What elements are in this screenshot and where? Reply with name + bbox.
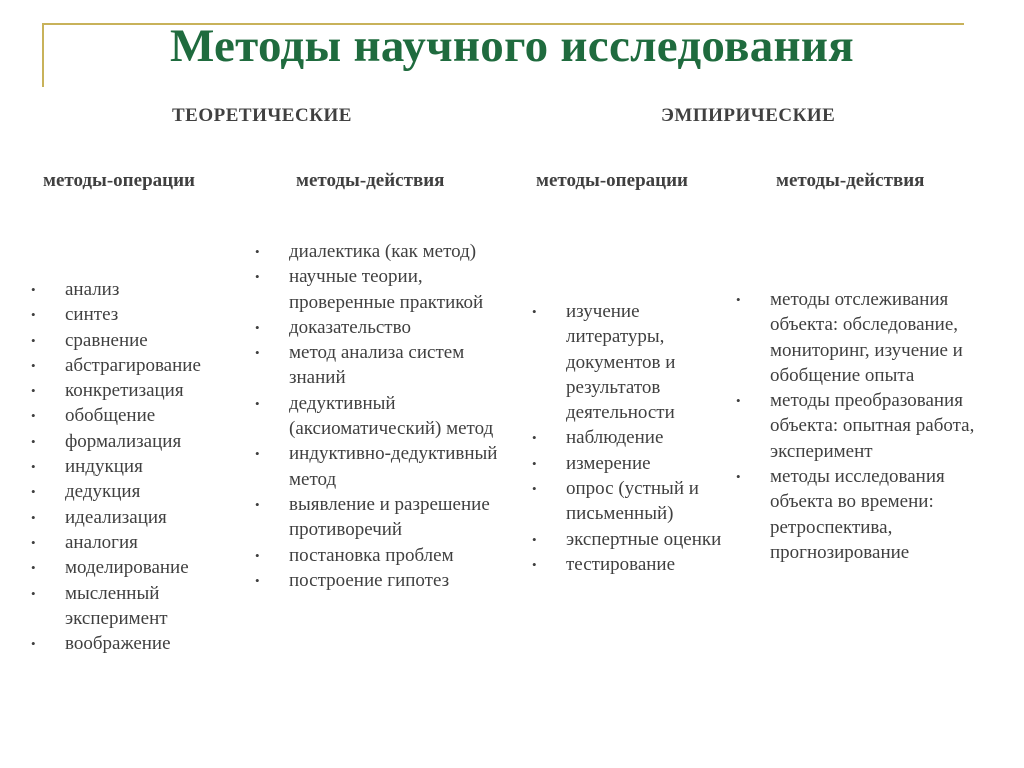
empirical-operations-list [526, 299, 726, 577]
list-item [526, 476, 726, 527]
list-item-text: построение гипотез [289, 569, 450, 591]
list-item-text: научные теории, проверенные практикой [289, 266, 484, 313]
bullet-icon: • [31, 534, 36, 550]
bullet-icon: • [31, 332, 36, 348]
bullet-icon: • [31, 636, 36, 652]
list-item [249, 543, 517, 568]
list-item-text: доказательство [289, 316, 411, 338]
bullet-icon: • [31, 282, 36, 297]
list-item [25, 378, 250, 403]
bullet-icon: • [31, 408, 36, 424]
list-item [249, 492, 517, 543]
list-item [730, 464, 998, 565]
theoretical-operations-list [25, 277, 250, 656]
list-item [25, 403, 250, 428]
list-item-text: тестирование [566, 553, 676, 575]
bullet-icon: • [31, 560, 36, 576]
list-item-text: измерение [566, 452, 651, 474]
list-item [526, 299, 726, 425]
list-item-text: выявление и разрешение противоречий [289, 493, 490, 541]
bullet-icon: • [532, 430, 537, 446]
list-item-text: обобщение [65, 405, 156, 427]
list-item-text: методы преобразования объекта: опытная работа, эксперимент [770, 390, 975, 462]
list-item [249, 340, 517, 391]
list-item [249, 239, 517, 264]
list-item-text: формализация [65, 430, 182, 452]
list-item-text: сравнение [65, 329, 148, 351]
bullet-icon: • [532, 304, 537, 319]
list-item-text: методы исследования объекта во времени: ретроспектива, прогнозирование [770, 466, 945, 563]
list-item [25, 302, 250, 327]
bullet-icon: • [736, 393, 741, 409]
list-item [25, 328, 250, 353]
list-item-text: наблюдение [566, 427, 664, 449]
list-item [249, 391, 517, 442]
column-heading-empirical-actions: методы-действия [776, 170, 925, 191]
list-item-text: изучение литературы, документов и результатов деятельности [566, 301, 676, 424]
list-item [25, 555, 250, 580]
bullet-icon: • [255, 269, 260, 285]
list-item-text: мысленный эксперимент [65, 582, 168, 629]
list-item-text: индукция [65, 456, 143, 478]
theoretical-actions-list [249, 239, 517, 593]
bullet-icon: • [255, 319, 260, 335]
bullet-icon: • [532, 556, 537, 572]
list-item-text: конкретизация [65, 380, 184, 402]
list-item-text: воображение [65, 633, 171, 655]
list-item [25, 277, 250, 302]
bullet-icon: • [31, 383, 36, 399]
list-item-text: синтез [65, 304, 119, 326]
list-item [25, 631, 250, 656]
group-heading-empirical: ЭМПИРИЧЕСКИЕ [661, 105, 836, 126]
list-item-text: дедукция [65, 481, 141, 503]
list-item [25, 505, 250, 530]
list-item [526, 552, 726, 577]
list-item-text: идеализация [65, 506, 167, 528]
list-item [25, 429, 250, 454]
list-item [249, 315, 517, 340]
list-item [25, 479, 250, 504]
bullet-icon: • [736, 469, 741, 485]
list-item-text: абстрагирование [65, 354, 201, 376]
bullet-icon: • [255, 244, 260, 259]
list-item [526, 425, 726, 450]
list-item-text: индуктивно-дедуктивный метод [289, 443, 498, 490]
list-item-text: аналогия [65, 531, 138, 553]
column-heading-theoretical-actions: методы-действия [296, 170, 445, 191]
bullet-icon: • [255, 345, 260, 361]
list-item-text: экспертные оценки [566, 528, 722, 550]
bullet-icon: • [31, 585, 36, 601]
list-item [25, 353, 250, 378]
empirical-actions-list [730, 287, 998, 565]
bullet-icon: • [255, 496, 260, 512]
bullet-icon: • [532, 531, 537, 547]
bullet-icon: • [31, 357, 36, 373]
bullet-icon: • [31, 509, 36, 525]
list-item [730, 388, 998, 464]
page-title: Методы научного исследования [169, 20, 855, 72]
group-heading-theoretical: ТЕОРЕТИЧЕСКИЕ [172, 105, 352, 126]
list-item [25, 581, 250, 632]
bullet-icon: • [31, 433, 36, 449]
list-item-text: постановка проблем [289, 544, 454, 566]
bullet-icon: • [31, 459, 36, 475]
bullet-icon: • [255, 395, 260, 411]
list-item [25, 454, 250, 479]
bullet-icon: • [255, 572, 260, 588]
bullet-icon: • [736, 292, 741, 307]
bullet-icon: • [255, 446, 260, 462]
bullet-icon: • [532, 455, 537, 471]
column-heading-empirical-operations: методы-операции [536, 170, 688, 191]
list-item-text: метод анализа систем знаний [289, 342, 465, 389]
list-item-text: опрос (устный и письменный) [566, 478, 699, 525]
list-item-text: моделирование [65, 557, 189, 579]
list-item [249, 264, 517, 315]
list-item [25, 530, 250, 555]
bullet-icon: • [255, 547, 260, 563]
list-item-text: диалектика (как метод) [289, 241, 477, 262]
bullet-icon: • [31, 484, 36, 500]
list-item [526, 527, 726, 552]
list-item-text: методы отслеживания объекта: обследование, мониторинг, изучение и обобщение опыта [770, 289, 963, 386]
column-heading-theoretical-operations: методы-операции [43, 170, 195, 191]
bullet-icon: • [532, 481, 537, 497]
list-item [730, 287, 998, 388]
list-item [526, 451, 726, 476]
list-item [249, 441, 517, 492]
list-item-text: анализ [65, 279, 120, 300]
list-item [249, 568, 517, 593]
list-item-text: дедуктивный (аксиоматический) метод [289, 392, 494, 440]
bullet-icon: • [31, 307, 36, 323]
